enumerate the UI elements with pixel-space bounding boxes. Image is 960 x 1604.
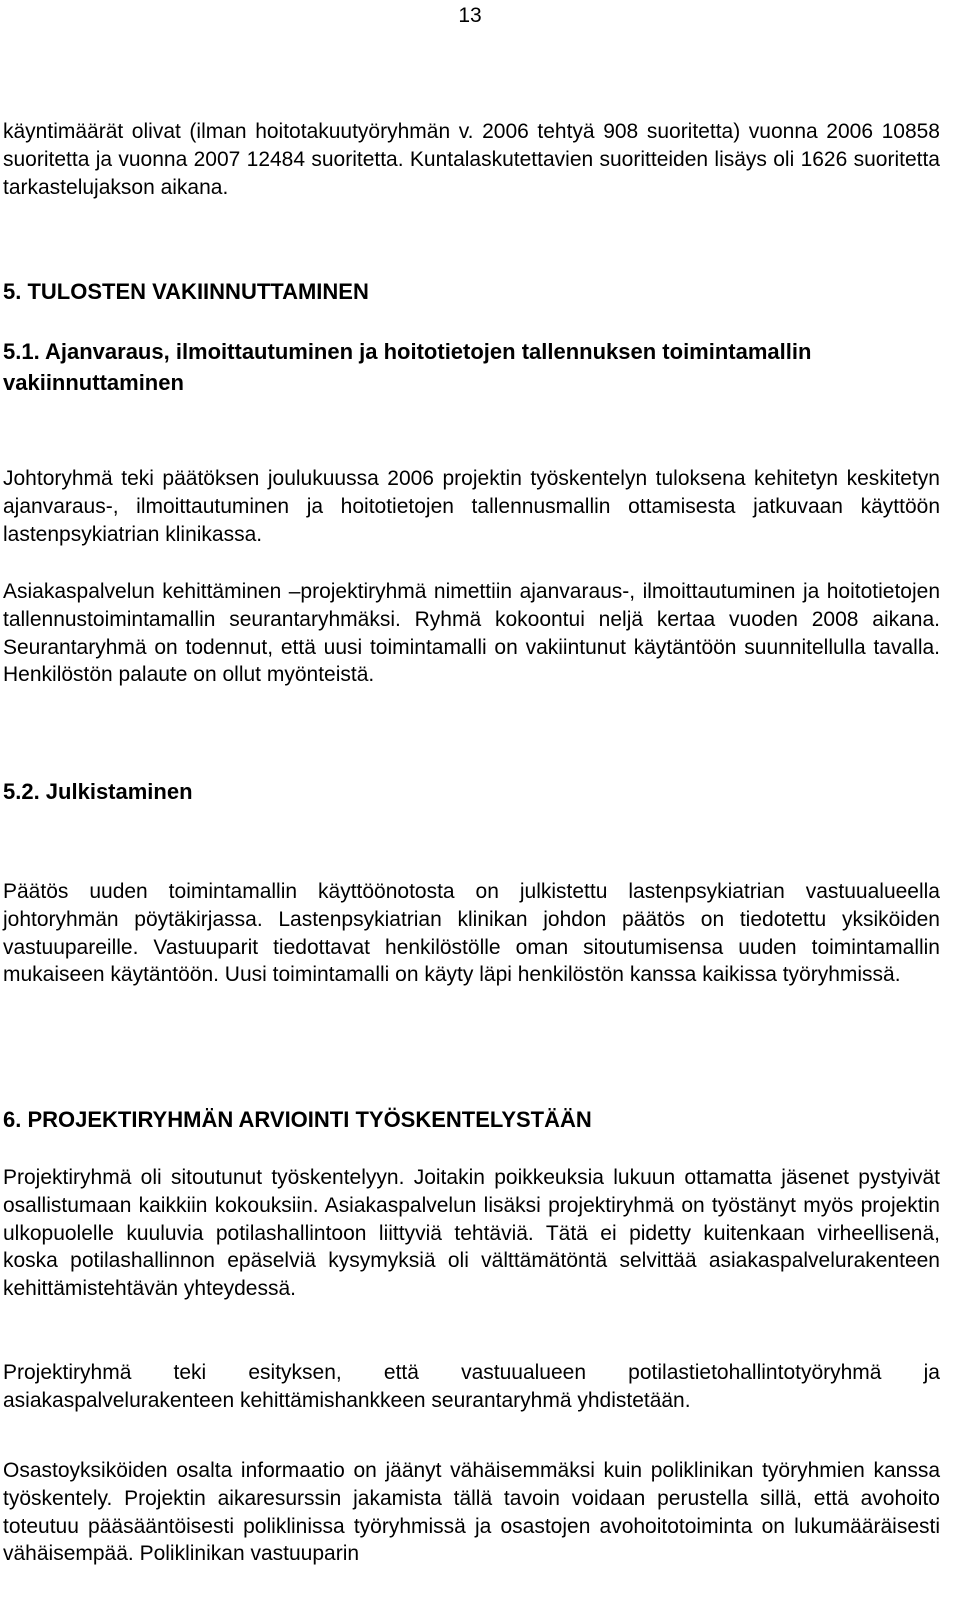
section-6-heading: 6. PROJEKTIRYHMÄN ARVIOINTI TYÖSKENTELYSTÄÄN [3,1107,592,1132]
section-5-1-paragraph-2-block [0,578,940,689]
section-6-paragraph-2-block [0,1359,940,1415]
section-5-1-paragraph-2: Asiakaspalvelun kehittäminen –projektiryhmä nimettiin ajanvaraus-, ilmoittautuminen ja hoitotietojen tallennustoimintamallin seurantaryhmäksi. Ryhmä kokoontui neljä kertaa vuoden 2008 aikana. Seurantaryhmä on todennut, että uusi toimintamalli on vakiintunut käytäntöön suunnitellulla tavalla. Henkilöstön palaute on ollut myönteistä. [3,580,940,687]
section-6-paragraph-3: Osastoyksiköiden osalta informaatio on jäänyt vähäisemmäksi kuin poliklinikan työryhmien kanssa työskentely. Projektin aikaresurssin jakamista tällä tavoin voidaan perustella sillä, että avohoito toteutuu pääsääntöisesti poliklinissa työryhmissä ja osastojen avohoitotoiminta on lukumääräisesti vähäisempää. Poliklinikan vastuuparin [3,1459,940,1566]
section-5-1-paragraph-1: Johtoryhmä teki päätöksen joulukuussa 2006 projektin työskentelyn tuloksena kehitetyn keskitetyn ajanvaraus-, ilmoittautuminen ja hoitotietojen tallennusmallin ottamisesta jatkuvaan käyttöön lastenpsykiatrian klinikassa. [3,467,940,546]
section-5-1-paragraph-1-block [0,465,940,548]
section-6-paragraph-1-block [0,1164,940,1303]
section-5-1-heading: 5.1. Ajanvaraus, ilmoittautuminen ja hoitotietojen tallennuksen toimintamallin vakiinnuttaminen [3,339,812,395]
section-5-heading: 5. TULOSTEN VAKIINNUTTAMINEN [3,279,369,304]
intro-block [0,118,940,201]
section-5-2-paragraph-block [0,878,940,989]
section-6-paragraph-3-block [0,1457,940,1568]
intro-paragraph: käyntimäärät olivat (ilman hoitotakuutyöryhmän v. 2006 tehtyä 908 suoritetta) vuonna 2006 10858 suoritetta ja vuonna 2007 12484 suoritetta. Kuntalaskutettavien suoritteiden lisäys oli 1626 suoritetta tarkastelujakson aikana. [3,120,940,199]
section-6-paragraph-1: Projektiryhmä oli sitoutunut työskentelyyn. Joitakin poikkeuksia lukuun ottamatta jäsenet pystyivät osallistumaan kaikkiin kokouksiin. Asiakaspalvelun lisäksi projektiryhmä on työstänyt myös projektin ulkopuolelle kuuluvia potilashallintoon liittyviä tehtäviä. Tätä ei pidetty kuitenkaan virheellisenä, koska potilashallinnon epäselviä kysymyksiä oli välttämätöntä selvittää asiakaspalvelurakenteen kehittämistehtävän yhteydessä. [3,1166,940,1301]
page-number: 13 [458,4,482,27]
section-5-2-heading: 5.2. Julkistaminen [3,779,193,804]
section-6-paragraph-2: Projektiryhmä teki esityksen, että vastuualueen potilastietohallintotyöryhmä ja asiakaspalvelurakenteen kehittämishankkeen seurantaryhmä yhdistetään. [3,1361,940,1412]
section-5-2-paragraph: Päätös uuden toimintamallin käyttöönotosta on julkistettu lastenpsykiatrian vastuualueella johtoryhmän pöytäkirjassa. Lastenpsykiatrian klinikan johdon päätös on tiedotettu yksiköiden vastuupareille. Vastuuparit tiedottavat henkilöstölle oman sitoutumisensa uuden toimintamallin mukaiseen käytäntöön. Uusi toimintamalli on käyty läpi henkilöstön kanssa kaikissa työryhmissä. [3,880,940,987]
